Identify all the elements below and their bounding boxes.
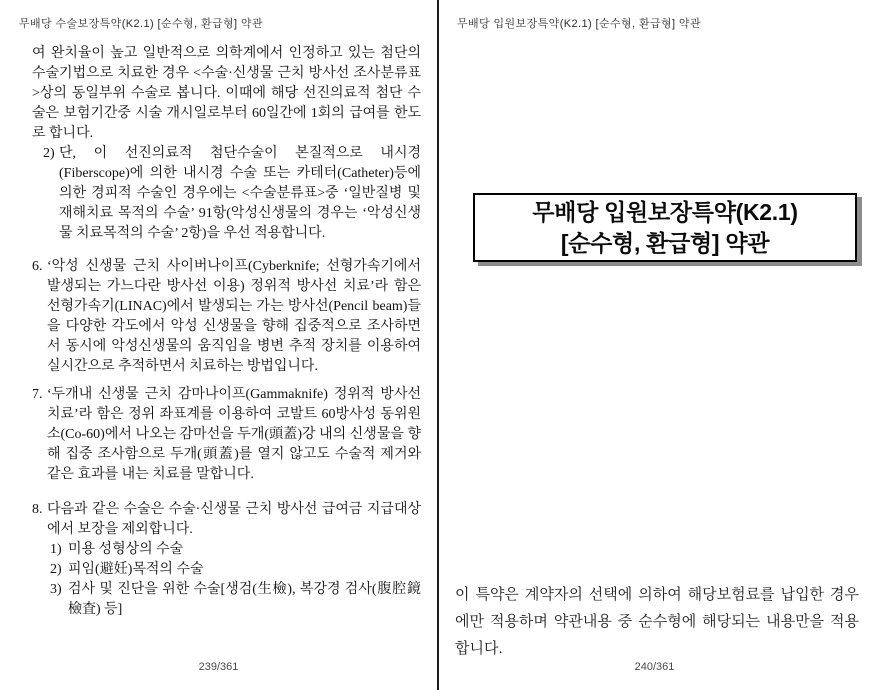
list-marker: 3) xyxy=(50,582,62,597)
list-item-text: 피임(避妊)목적의 수술 xyxy=(68,562,204,577)
title-line-1: 무배당 입원보장특약(K2.1) xyxy=(532,198,798,225)
list-marker: 8. xyxy=(32,502,43,517)
list-subitem-2 xyxy=(50,560,421,580)
list-marker: 2) xyxy=(50,562,62,577)
list-item-text: 단, 이 선진의료적 첨단수술이 본질적으로 내시경(Fiberscope)에 의한 내시경 수술 또는 카테터(Catheter)등에 의한 경피적 수술인 경우에는 <수술분류표>중 ‘일반질병 및 재해치료 목적의 수술’ 91항(악성신생물의 경우는 ‘악성신생물 치료목적의 수술’ 2항)을 우선 적용합니다. xyxy=(59,146,421,241)
list-subitem-1 xyxy=(50,540,421,560)
list-item-7 xyxy=(32,385,421,485)
page-number-left: 239/361 xyxy=(198,661,239,673)
list-item-text: ‘악성 신생물 근치 사이버나이프(Cyberknife; 선형가속기에서 발생되는 가느다란 방사선 이용) 정위적 방사선 치료’라 함은 선형가속기(LINAC)에서 발생되는 가는 방사선(Pencil beam)들을 다양한 각도에서 악성 신생물을 향해 집중적으로 조사하면서 동시에 악성신생물의 움직임을 병변 추적 장치를 이용하여 실시간으로 추적하면서 치료하는 방법입니다. xyxy=(47,259,421,374)
list-item-text: 다음과 같은 수술은 수술·신생물 근치 방사선 급여금 지급대상에서 보장을 제외합니다. xyxy=(47,502,421,537)
list-marker: 7. xyxy=(32,387,43,402)
page-number-right: 240/361 xyxy=(634,661,675,673)
list-item-2 xyxy=(43,144,421,244)
note-paragraph: 이 특약은 계약자의 선택에 의하여 해당보험료를 납입한 경우에만 적용하며 약관내용 중 순수형에 해당되는 내용만을 적용합니다. xyxy=(455,586,859,657)
list-marker: 2) xyxy=(43,146,55,161)
list-item-8 xyxy=(32,500,421,540)
page-left-body xyxy=(32,44,421,620)
running-header-left: 무배당 수술보장특약(K2.1) [순수형, 환급형] 약관 xyxy=(19,18,263,30)
paragraph-continuation: 여 완치율이 높고 일반적으로 의학계에서 인정하고 있는 첨단의 수술기법으로 치료한 경우 <수술·신생물 근치 방사선 조사분류표>상의 동일부위 수술로 봅니다. 이때에 해당 선진의료적 첨단 수술은 보험기간중 시술 개시일로부터 60일간에 1회의 급여를 한도로 합니다. xyxy=(32,46,421,141)
list-item-text: 검사 및 진단을 위한 수술[생검(生檢), 복강경 검사(腹腔鏡 檢査) 등] xyxy=(68,582,421,617)
title-box xyxy=(473,193,857,262)
list-item-text: ‘두개내 신생물 근치 감마나이프(Gammaknife) 정위적 방사선 치료’라 함은 정위 좌표계를 이용하여 코발트 60방사성 동위원소(Co-60)에서 나오는 감마선을 두개(頭蓋)강 내의 신생물을 향해 집중 조사함으로 두개(頭蓋)를 열지 않고도 수술적 제거와 같은 효과를 내는 치료를 말합니다. xyxy=(47,387,421,482)
page-right xyxy=(439,0,870,690)
list-subitem-3 xyxy=(50,580,421,620)
list-item-text: 미용 성형상의 수술 xyxy=(68,542,184,557)
title-line-2: [순수형, 환급형] 약관 xyxy=(560,229,770,256)
list-item-6 xyxy=(32,257,421,377)
running-header-right: 무배당 입원보장특약(K2.1) [순수형, 환급형] 약관 xyxy=(457,18,701,30)
list-marker: 1) xyxy=(50,542,62,557)
list-marker: 6. xyxy=(32,259,43,274)
